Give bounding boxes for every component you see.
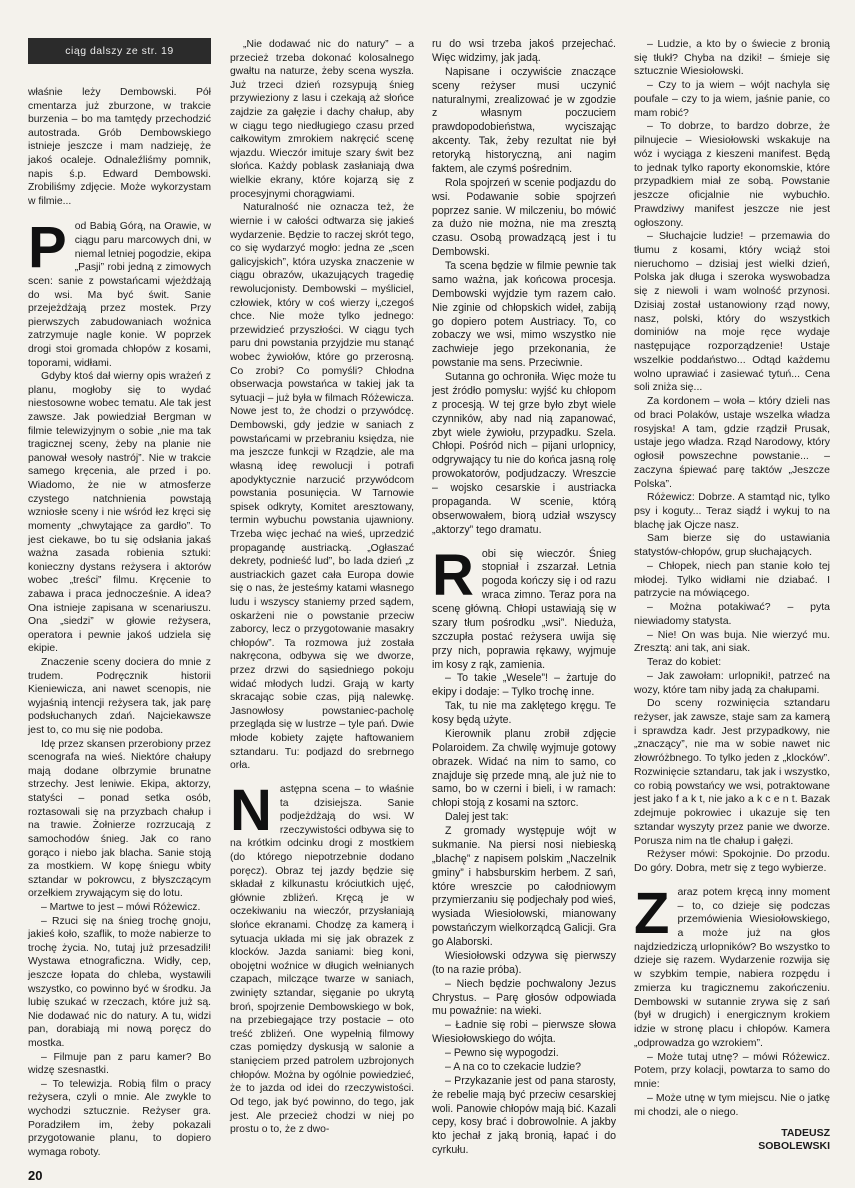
paragraph: właśnie leży Dembowski. Pół cmentarza już zburzone, w trakcie burzenia – bo ma tamtędy przechodzić autostrada. Grób Dembowskiego istnieje jeszcze i mam nadzieję, że jakoś ocaleje. Odnaleźliśmy pomnik, napis ś.p. Edward Dembowski. Zrobiliśmy zdjęcie. Może wykorzystam w filmie... [28, 87, 211, 207]
paragraph: – A na co to czekacie ludzie? [445, 1060, 582, 1073]
paragraph: Sam bierze się do ustawiania statystów-chłopów, grup słuchających. [634, 532, 830, 559]
paragraph: Reżyser mówi: Spokojnie. Do przodu. Do góry. Dobra, metr się z tego wybierze. [634, 848, 830, 875]
drop-cap: N [230, 777, 272, 843]
paragraph-text: astępna scena – to właśnie ta dzisiejsza. Sanie podjeżdżają do wsi. W rzeczywistości odbywa się to na krótkim odcinku drogi z mostkiem (do którego niepotrzebnie dodano poręcz). Obraz tej jazdy będzie się składał z kilkunastu króciutkich ujęć, głównie zbliżeń. Kręcą je w oczekiwaniu na wieczór, przysłaniają słońce ekranami. Chodzę za kamerą i sytuacja układa mi się jak obrazek z klocków. Jazda saniami: bieg koni, obojętni woźnice w długich wełnianych czapach, milczące twarze w saniach, zwinięty sztandar, sięganie po ukrytą broń, spojrzenie Dembowskiego w bok, na przebiegające trzy postacie – oto treść zbliżeń. One wypełnią filmowy czas pomiędzy dyskusją w salonie a stanięciem przed patrolem uzbrojonych chłopów. Można by ogólnie powiedzieć, że to jazda od idei do rzeczywistości. Od tego, jak być powinno, do tego, jak jest. Ale przecież chodzi w niej po prostu o to, że z dwo- [230, 783, 414, 1136]
paragraph: – Słuchajcie ludzie! – przemawia do tłumu z kosami, który wciąż stoi nieruchomo – dzisiaj jest wielki dzień, Polska jak długa i szeroka wyswobadza się z niewoli i wam wolność przynosi. Dzisiaj został ustanowiony rząd nowy, nasz, polski, który do wszystkich dominiów na moje ręce wydaje następujące rozporządzenie! Ustaje wszelkie poddaństwo... Odtąd każdemu wolno uprawiać i zasiewać tytuń... Cena soli zniża się... [634, 230, 830, 394]
paragraph: – Może utnę w tym miejscu. Nie o jatkę mi chodzi, ale o niego. [634, 1091, 830, 1118]
paragraph: Idę przez skansen przerobiony przez scenografa na wieś. Niektóre chałupy mają dodane olbrzymie brunatne strzechy. Jest leniwie. Ekipa, aktorzy, statyści – ponad setka osób, roztasowali się na przyzbach chałup i na trawie. Żołnierze rozrzucają z samochodów śnieg. Jak co rano gorąco i niebo jak blacha. Sanie stoją za mostkiem. W kopę śniegu wbity sztandar w pokrowcu, z błyszczącym orzełkiem zrywającym się do lotu. [28, 738, 211, 900]
paragraph: Różewicz: Dobrze. A stamtąd nic, tylko psy i koguty... Teraz siądź i wykuj to na blachę jak Ojcze nasz. [634, 491, 830, 531]
paragraph: – Jak zawołam: urlopniki!, patrzeć na wozy, które tam niby jadą za chałupami. [634, 669, 830, 696]
paragraph [634, 880, 830, 1051]
author-last-name: SOBOLEWSKI [758, 1140, 830, 1153]
column-1 [28, 38, 211, 1160]
paragraph: – Czy to ja wiem – wójt nachyla się poufale – czy to ja wiem, jaśnie panie, co mam robić? [634, 79, 830, 119]
paragraph: Gdyby ktoś dał wierny opis wrażeń z planu, mogłoby się to wydać niestosowne wobec tematu. Ale tak jest zawsze. Jak powiedział Bergman w filmie telewizyjnym o sobie „nie ma tak tragicznej sceny, żeby na planie nie panował wesoły nastrój”. Nie w trakcie samego kręcenia, ale przed i po. Wiadomo, że nie w atmosferze czystego natchnienia powstają wzniosłe sceny i nie wśród łez kręci się momenty „chwytające za gardło”. To jest ciekawe, bo tu się odsłania jakaś ważna zasada robienia sztuki: konieczny dystans reżysera i aktorów wobec „treści” filmu. Kręcenie to zabawa i praca jednocześnie. A idea? Ona istnieje zapisana w scenariuszu. Ona „siedzi” w głowie reżysera, operatora i pewnie jakoś udziela się ekipie. [28, 371, 211, 655]
paragraph: – Niech będzie pochwalony Jezus Chrystus. – Parę głosów odpowiada mu powaźnie: na wieki. [432, 977, 616, 1018]
paragraph-text: araz potem kręcą inny moment – to, co dzieje się podczas przemówienia Wiesiołowskiego, a może już na głos najdziedziczą urlopników? Bo wszystko to dzieje się razem. Wydarzenie rozwija się w szybkim tempie, nabiera rozpędu i zmierza ku tragicznemu zakończeniu. Dembowski w sutannie zrywa się z sań (był w drugich) i energicznym krokiem idzie w stronę placu i chłopów. Kamera „odprowadza go wzrokiem”. [634, 885, 830, 1049]
column-2 [230, 38, 414, 1137]
paragraph: Kierownik planu zrobił zdjęcie Polaroidem. Za chwilę wyjmuje gotowy obrazek. Widać na nim to samo, co znajduje się przede mną, ale już nie to samo, bo w czerni i bieli, i w ramach: chłopi stoją z kosami na sztorc. [432, 727, 616, 810]
paragraph: Naturalność nie oznacza też, że wiernie i w całości odtwarza się jakieś wydarzenie. Będzie to raczej skrót tego, co się wydarzyć mogło: jedna ze „scen galicyjskich”, która uzyska znaczenie w ciągu obrazów, ukazujących tragedię rewolucjonisty. Dembowski – myśliciel, człowiek, który w coś wierzy i„czegoś chce. Nie może tylko jednego: przewidzieć przyszłości. W ciągu tych paru dni powstania przyjdzie mu stanąć wobec żywiołów, które go przerosną. Co zrobi? Co pomyśli? Chłodna obserwacja powstańca w takiej jak ta sytuacji – już była w filmach Różewicza. Nowe jest to, że chodzi o przywódcę. Dembowski, gdy jedzie w saniach z powstańcami w przebraniu księdza, nie ma jeszcze funkcji w Rządzie, ale ma własną ideę rewolucji i potrafi apodyktycznie narzucić przywódcom powstania posunięcia. W Tarnowie spisek odkryty, Komitet aresztowany, termin wybuchu powstania ujawniony. Trzeba więc jechać na wieś, uprzedzić propagandę austriacką. „Ogłaszać dekrety, podnieść lud”, bo lada dzień „z austriackich gazet cała Europa dowie się o nas, że jesteśmy katami własnego ludu i wszyscy staniemy przed sądem, oskarżeni nie o powstanie przeciw zaborcy, lecz o przygotowanie masakry chłopów”. Ta rozmowa już została nakręcona, odbywa się we dworze, przez drzwi do sąsiedniego pokoju widać młodych ludzi. Grają w karty skracając sobie czas, piją nalewkę. Jasnowłosy powstaniec-pacholę przegląda się w lustrze – tyle pań. Dwie młode kobiety zajęte haftowaniem sztandaru. Tu: podjazd do srebrnego orła. [230, 202, 414, 772]
paragraph: Wiesiołowski odzywa się pierwszy (to na razie próba). [432, 949, 616, 976]
paragraph: – To takie „Wesele”! – żartuje do ekipy i dodaje: – Tylko trochę inne. [432, 672, 616, 699]
paragraph: Za kordonem – woła – który dzieli nas od braci Polaków, ustaje wszelka władza rosyjska! A tam, gdzie rządził Prusak, ustaje jego władza. Rząd Narodowy, który ogłosił powszechne powstanie... – zaczyna śpiewać parę taktów „Jeszcze Polska”. [634, 395, 830, 490]
author-signature [634, 1127, 830, 1153]
paragraph: Znaczenie sceny dociera do mnie z trudem. Podręcznik historii Kieniewicza, ani nawet scenopis, nie wyjaśnią intencji reżysera tak, jak parę podsłuchanych zdań. Najciekawsze jest to, co mu się nie podoba. [28, 656, 211, 737]
paragraph: Do sceny rozwinięcia sztandaru reżyser, jak zawsze, staje sam za kamerą i sprawdza kadr. Jest przypadkowy, nie „znaczący”, nie ma w sobie nawet nic złowróżbnego. To tylko jeden z „klocków”. Rozwinięcie sztandaru, tak jak i wszystko, co robią powstańcy we wsi, potraktowane jest jako f a k t, nie jako a k c e n t. Bazak zdejmuje pokrowiec i ukazuje się ten sztandar wyszyty przez panie we dworze. Porusza nim na tle chałup i gałęzi. [634, 697, 830, 847]
paragraph: – Chłopek, niech pan stanie koło tej młodej. Tylko widłami nie dziabać. I patrzycie na mówiącego. [634, 559, 830, 600]
paragraph: Tak, tu nie ma zaklętego kręgu. Te kosy będą użyte. [432, 700, 616, 726]
paragraph: – Może tutaj utnę? – mówi Różewicz. Potem, przy kolacji, powtarza to samo do mnie: [634, 1050, 830, 1091]
page-number: 20 [28, 1168, 43, 1183]
paragraph: Sutanna go ochroniła. Więc może tu jest źródło pomysłu: wyjść ku chłopom z procesją. W tej grze było zbyt wiele czynników, aby nad nią zapanować, zbyt wiele żywiołu, przypadku. Szela. Chłopi. Pośród nich – pijani urlopnicy, odgrywający tu nie do końca jasną rolę prowokatorów, podjudzaczy. Wreszcie – wojsko cesarskie i austriacka propaganda. W scenie, którą obserwowałem, biorą udział wszyscy „aktorzy” tego dramatu. [432, 371, 616, 536]
paragraph: Dalej jest tak: [445, 811, 509, 824]
drop-cap: R [432, 542, 474, 608]
paragraph [432, 542, 616, 673]
paragraph: „Nie dodawać nic do natury” – a przecież trzeba dokonać kolosalnego gwałtu na naturze, żeby scena wyszła. Już trzeci dzień rozsypują śnieg przywieziony z lasu i czekają aż słońce zajdzie za gałęzie i dachy chałup, aby w ciągu tego niedługiego czasu przed całkowitym zmrokiem nakręcić scenę wjazdu. Wieczór imituje szary świt bez słońca. Każdy poblask zasłaniają dwa wielkie ekrany, które kojarzą się z procesyjnymi chorągwiami. [230, 39, 414, 200]
paragraph [230, 777, 414, 1137]
drop-cap: P [28, 215, 67, 281]
paragraph: – Pewno się wypogodzi. [445, 1047, 559, 1059]
paragraph: Z gromady występuje wójt w sukmanie. Na piersi nosi niebieską „blachę” z napisem polskim „Naczelnik gminy” i habsburskim herbem. Z sań, które wreszcie po całodniowym przymierzaniu się podjechały pod wieś, wysiada Wiesiołowski, mianowany powstańczym wielkorządcą Galicji. Gra go Alaborski. [432, 825, 616, 948]
paragraph: Napisane i oczywiście znaczące sceny reżyser musi uczynić naturalnymi, zrealizować je w zgodzie z własnym poczuciem prawdopodobieństwa, wyciszając akcenty. Tak, żeby rezultat nie był retoryką historyczną, ani nagim faktem, ale czymś pośrednim. [432, 65, 616, 175]
author-first-name: TADEUSZ [781, 1127, 830, 1140]
continued-banner: ciąg dalszy ze str. 19 [28, 38, 211, 64]
paragraph: – Ludzie, a kto by o świecie z bronią się tłukł? Chyba na dziki! – śmieje się sztucznie Wiesiołowski. [634, 38, 830, 78]
paragraph: – Martwe to jest – mówi Różewicz. [41, 901, 201, 913]
paragraph: – To telewizja. Robią film o pracy reżysera, czyli o mnie. Ale zwykle to wychodzi sztucznie. Reżyser gra. Poradziłem im, żeby pokazali przygotowanie planu, to dopiero wymaga roboty. [28, 1078, 211, 1158]
paragraph: Teraz do kobiet: [647, 656, 722, 669]
paragraph: – Przykazanie jest od pana starosty, że rebelie mają być przeciw cesarskiej woli. Panowie chłopów mają bić. Kazali cepy, kosy brać i dobrowolnie. A jakby kto jechał z jaką bronią, łapać i do cyrkułu. [432, 1074, 616, 1157]
column-4 [634, 38, 830, 1153]
paragraph: ru do wsi trzeba jakoś przejechać. Więc widzimy, jak jadą. [432, 38, 616, 64]
paragraph: – Rzuci się na śnieg trochę gnoju, jakieś koło, szaflik, to może nabierze to trochę życia. No, tutaj już przesadzili! Wystawa etnograficzna. Widły, cep, jeszcze łopata do chleba, wystawili wszystko, co powinno być w środku. Ja lubię szukać w rzeczach, które już są. Nie dodawać nic do natury. A tu, widzi pan, dorabiają mi nową poręcz do mostka. [28, 915, 211, 1050]
paragraph: – Ładnie się robi – pierwsze słowa Wiesiołowskiego do wójta. [432, 1019, 616, 1046]
paragraph: Ta scena będzie w filmie pewnie tak samo ważna, jak końcowa procesja. Dembowski wyjdzie tym razem cało. Nie zginie od chłopskich wideł, zabiją go dopiero potem Austriacy. To, co zobaczy we wsi, mimo wszystko nie zachwieje jego przekonania, że powstanie ma sens. Przeciwnie. [432, 260, 616, 370]
paragraph: – Można potakiwać? – pyta niewiadomy statysta. [634, 601, 830, 627]
paragraph: – Filmuje pan z paru kamer? Bo widzę szesnastki. [28, 1051, 211, 1077]
paragraph: – Nie! On was buja. Nie wierzyć mu. Zresztą: ani tak, ani siak. [634, 628, 830, 655]
drop-cap: Z [634, 880, 670, 946]
paragraph: – To dobrze, to bardzo dobrze, że pilnujecie – Wiesiołowski wskakuje na wóz i wyciąga z kieszeni manifest. Będą to jednak tylko raporty ekonomskie, które przypadkiem miał ze sobą. Powstanie jeszcze oficjalnie nie wybuchło. Prawdziwy manifest jeszcze nie jest ogłoszony. [634, 120, 830, 229]
paragraph: Rola spojrzeń w scenie podjazdu do wsi. Podawanie sobie spojrzeń poprzez sanie. W milczeniu, bo mówić za dużo nie można, nie ma zresztą czasu. Osobą prowadzącą jest i tu Dembowski. [432, 176, 616, 259]
paragraph [28, 215, 212, 370]
paragraph-text: od Babią Górą, na Orawie, w ciągu paru marcowych dni, w niemal letniej pogodzie, ekipa „Pasji” robi jedną z zimowych scen: sanie z powstańcami wjeżdżają do wsi. Ma być świt. Sanie przejeżdżają przez mostek. Przy pierwszych zabudowaniach woźnica zatrzymuje nagle konie. W poprzek drogi stoi gromada chłopów z kosami, toporami, widłami. [28, 221, 212, 369]
column-3 [432, 38, 616, 1158]
paragraph-text: obi się wieczór. Śnieg stopniał i zszarzał. Letnia pogoda kończy się i od razu wraca zimno. Teraz pora na scenę główną. Chłopi ustawiają się w szary tłum pośrodku „wsi”. Nieduża, szczupła postać reżysera uwija się przy nich, poprawia rękawy, wyjmuje im kosy z rąk, zamienia. [432, 547, 616, 671]
